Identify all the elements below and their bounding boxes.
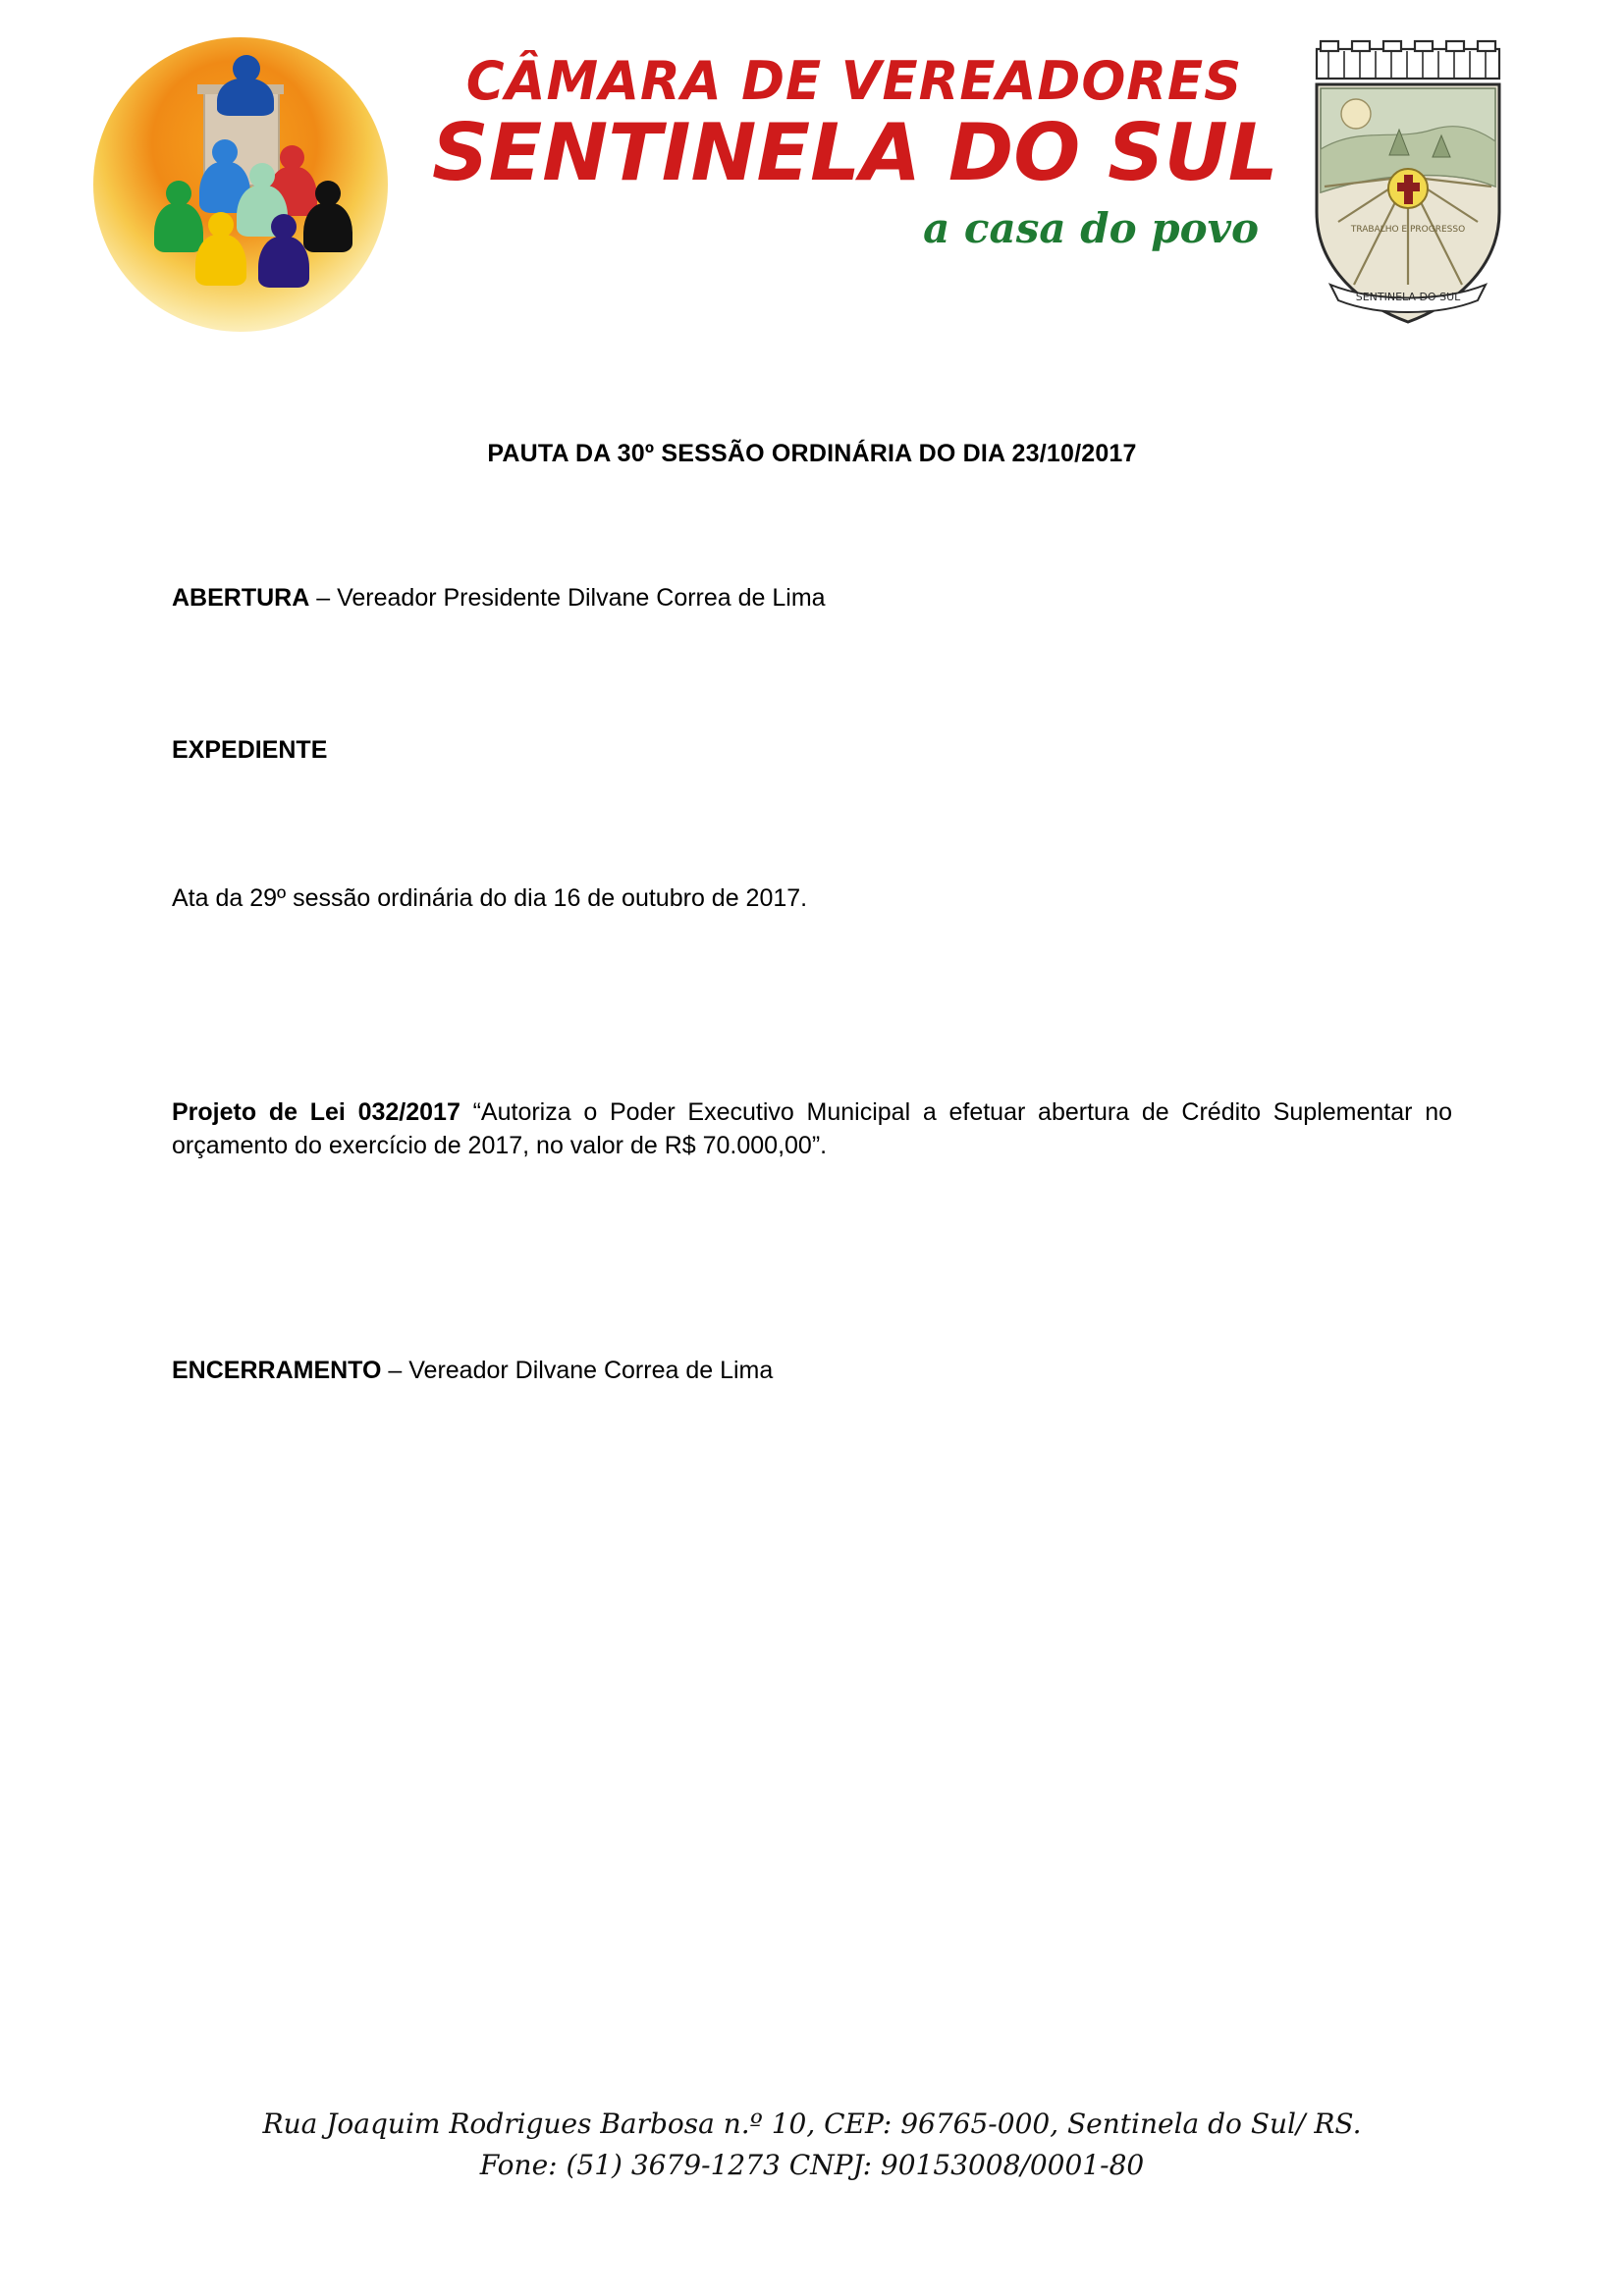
person-black bbox=[303, 181, 352, 251]
footer-phone-cnpj: Fone: (51) 3679-1273 CNPJ: 90153008/0001-80 bbox=[479, 2149, 1145, 2181]
document-footer bbox=[0, 2104, 1624, 2186]
abertura-text: – Vereador Presidente Dilvane Correa de Lima bbox=[309, 584, 826, 612]
document-header bbox=[0, 0, 1624, 363]
header-tagline: a casa do povo bbox=[923, 203, 1259, 252]
coat-of-arms-icon bbox=[1295, 39, 1521, 334]
ata-paragraph: Ata da 29º sessão ordinária do dia 16 de outubro de 2017. bbox=[172, 883, 808, 912]
header-title-line2: SENTINELA DO SUL bbox=[432, 106, 1278, 198]
encerramento-text: – Vereador Dilvane Correa de Lima bbox=[381, 1356, 774, 1384]
spacer bbox=[172, 939, 1452, 1096]
speaker-figure bbox=[217, 55, 274, 114]
camara-people-logo-icon bbox=[93, 37, 388, 332]
person-yellow bbox=[195, 212, 246, 285]
page-title: PAUTA DA 30º SESSÃO ORDINÁRIA DO DIA 23/10/2017 bbox=[487, 440, 1137, 467]
document-body bbox=[172, 468, 1452, 1388]
spacer bbox=[172, 792, 1452, 882]
spacer bbox=[172, 1188, 1452, 1355]
coat-of-arms-motto-text: SENTINELA DO SUL bbox=[1355, 291, 1461, 303]
encerramento-paragraph bbox=[172, 1355, 1452, 1388]
svg-text:TRABALHO E PROGRESSO: TRABALHO E PROGRESSO bbox=[1350, 225, 1466, 235]
spacer bbox=[172, 468, 1452, 582]
footer-address: Rua Joaquim Rodrigues Barbosa n.º 10, CEP: 96765-000, Sentinela do Sul/ RS. bbox=[262, 2108, 1362, 2140]
projeto-lei-paragraph bbox=[172, 1096, 1452, 1163]
encerramento-label: ENCERRAMENTO bbox=[172, 1356, 382, 1384]
spacer bbox=[172, 640, 1452, 734]
person-purple bbox=[258, 214, 309, 287]
abertura-label: ABERTURA bbox=[172, 584, 310, 612]
header-title-line1: CÂMARA DE VEREADORES bbox=[465, 50, 1243, 112]
abertura-paragraph bbox=[172, 582, 1452, 615]
header-wordmark bbox=[432, 50, 1278, 252]
projeto-lei-label: Projeto de Lei 032/2017 bbox=[172, 1098, 460, 1127]
expediente-heading: EXPEDIENTE bbox=[172, 735, 328, 764]
projeto-lei-text: “Autoriza o Poder Executivo Municipal a efetuar abertura de Crédito Suplementar no orçamento do exercício de 2017, no valor de R$ 70.000,00”. bbox=[172, 1098, 1453, 1159]
